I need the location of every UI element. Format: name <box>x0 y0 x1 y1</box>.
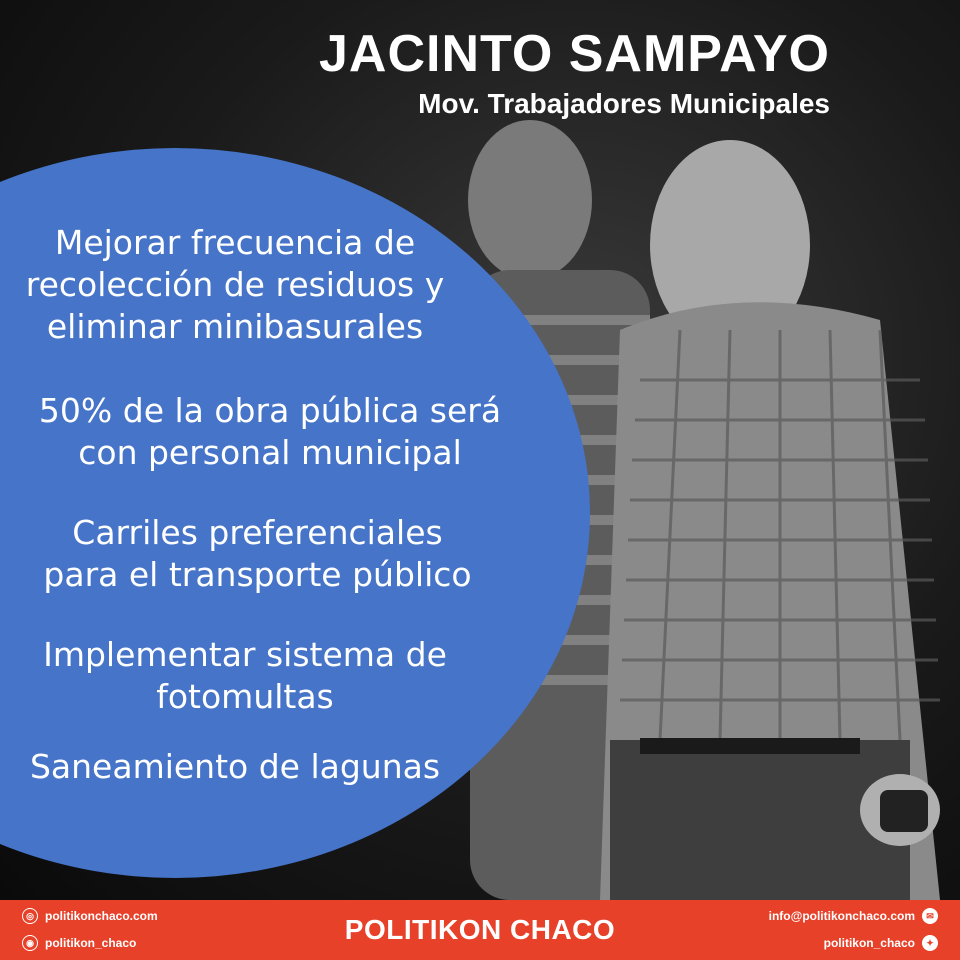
twitter-label: politikon_chaco <box>823 936 915 950</box>
dribbble-icon: ◎ <box>22 908 38 924</box>
page-title: JACINTO SAMPAYO <box>318 25 830 83</box>
proposal-item: Implementar sistema de fotomultas <box>43 635 447 716</box>
footer-bar <box>0 900 960 960</box>
belt <box>640 738 860 754</box>
person-left-head <box>468 120 592 280</box>
email-link[interactable] <box>769 908 938 924</box>
instagram-icon: ◉ <box>22 935 38 951</box>
header <box>319 24 830 122</box>
page-subtitle: Mov. Trabajadores Municipales <box>418 88 830 119</box>
proposal-item: Mejorar frecuencia de recolección de residuos y eliminar minibasurales <box>25 223 445 346</box>
proposal-item: Carriles preferenciales para el transporte público <box>43 513 472 594</box>
twitter-icon: ✦ <box>922 935 938 951</box>
email-label: info@politikonchaco.com <box>768 909 915 923</box>
brand-name: POLITIKON CHACO <box>344 914 616 945</box>
proposal-item: Saneamiento de lagunas <box>29 747 441 786</box>
mail-icon: ✉ <box>922 908 938 924</box>
proposal-item: 50% de la obra pública será con personal municipal <box>38 391 502 472</box>
wristwatch <box>880 790 928 832</box>
website-label: politikonchaco.com <box>45 909 158 923</box>
twitter-link[interactable] <box>824 935 938 951</box>
instagram-label: politikon_chaco <box>45 936 137 950</box>
